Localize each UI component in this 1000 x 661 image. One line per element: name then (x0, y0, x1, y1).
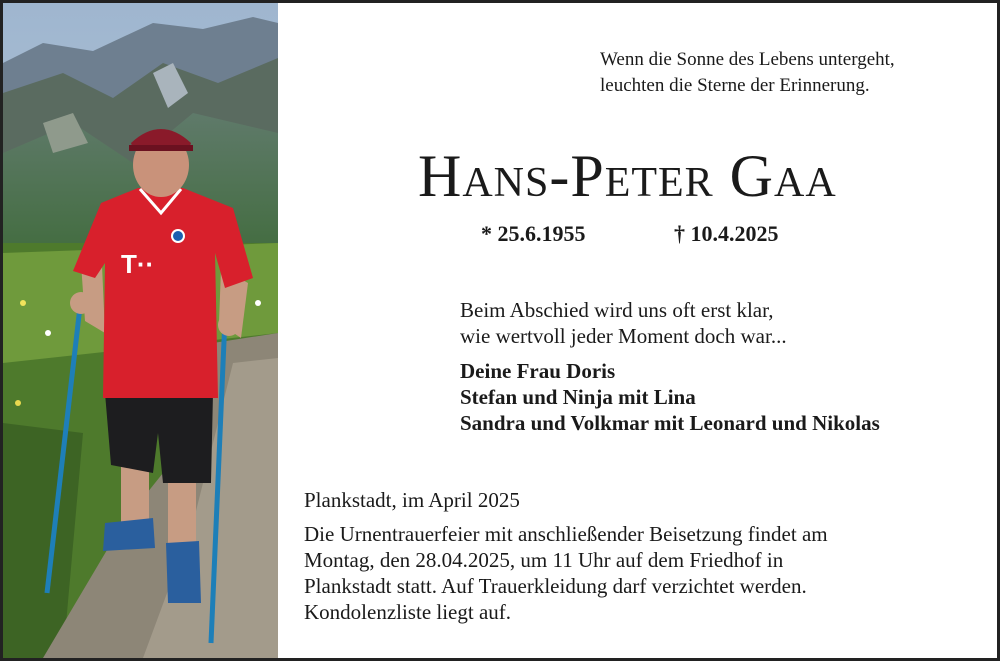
farewell-verse (460, 297, 787, 349)
verse-line: wie wertvoll jeder Moment doch war... (460, 324, 787, 348)
memorial-quote (600, 47, 895, 99)
deceased-name: Hans-Peter Gaa (418, 143, 837, 209)
mourner-line: Sandra und Volkmar mit Leonard und Nikolas (460, 411, 880, 435)
mourner-line: Deine Frau Doris (460, 359, 616, 383)
place-and-date: Plankstadt, im April 2025 (304, 488, 520, 512)
death-date: † 10.4.2025 (674, 221, 779, 246)
quote-line: Wenn die Sonne des Lebens untergeht, (600, 49, 895, 70)
quote-line: leuchten die Sterne der Erinnerung. (600, 75, 870, 96)
portrait-photo (3, 3, 278, 658)
svg-text:T··: T·· (121, 249, 155, 279)
info-line: Plankstadt statt. Auf Trauerkleidung darf verzichtet werden. (304, 574, 807, 598)
verse-line: Beim Abschied wird uns oft erst klar, (460, 298, 774, 322)
info-line: Die Urnentrauerfeier mit anschließender Beisetzung findet am (304, 522, 828, 546)
mourner-line: Stefan und Ninja mit Lina (460, 385, 696, 409)
mourners-list (460, 358, 880, 436)
info-line: Kondolenzliste liegt auf. (304, 600, 512, 624)
funeral-info (304, 521, 964, 625)
info-line: Montag, den 28.04.2025, um 11 Uhr auf dem Friedhof in (304, 548, 784, 572)
birth-date: * 25.6.1955 (481, 221, 586, 246)
obituary-text (278, 3, 997, 658)
